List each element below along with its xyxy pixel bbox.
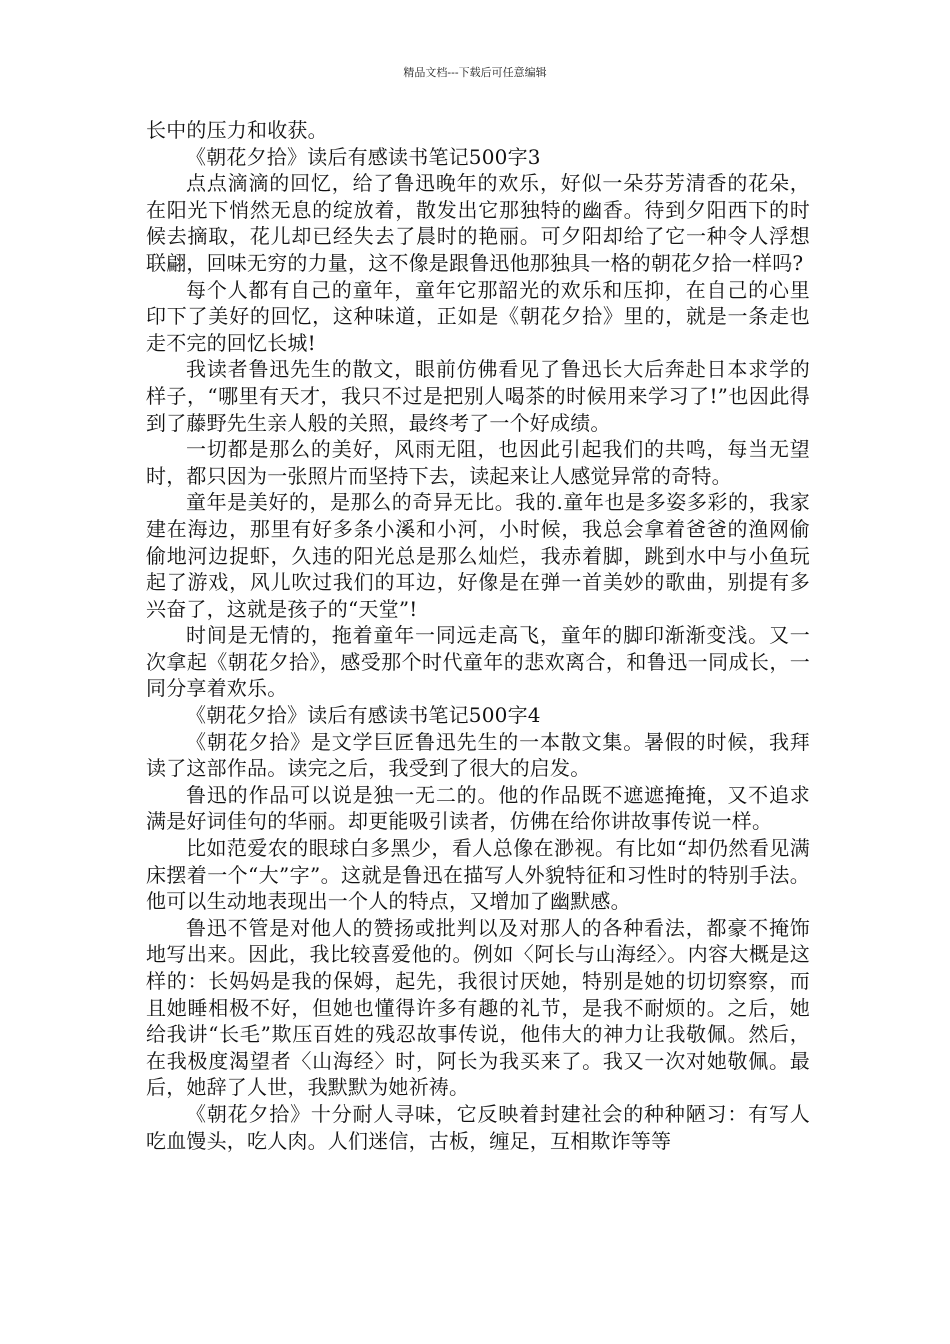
page-header: 精品文档---下载后可任意编辑	[403, 66, 547, 79]
paragraph: 《朝花夕拾》是文学巨匠鲁迅先生的一本散文集。暑假的时候，我拜读了这部作品。读完之后，我受到了很大的启发。	[146, 729, 810, 781]
paragraph: 比如范爱农的眼球白多黑少，看人总像在渺视。有比如“却仍然看见满床摆着一个“大”字”。这就是鲁迅在描写人外貌特征和习性时的特别手法。他可以生动地表现出一个人的特点，又增加了幽默感。	[146, 836, 810, 914]
section-heading: 《朝花夕拾》读后有感读书笔记500字3	[186, 144, 541, 169]
paragraph: 童年是美好的，是那么的奇异无比。我的.童年也是多姿多彩的，我家建在海边，那里有好多条小溪和小河，小时候，我总会拿着爸爸的渔网偷偷地河边捉虾，久违的阳光总是那么灿烂，我赤着脚，跳到水中与小鱼玩起了游戏，风儿吹过我们的耳边，好像是在弹一首美妙的歌曲，别提有多兴奋了，这就是孩子的“天堂”!	[146, 490, 810, 621]
paragraph: 一切都是那么的美好，风雨无阻，也因此引起我们的共鸣，每当无望时，都只因为一张照片而坚持下去，读起来让人感觉异常的奇特。	[146, 437, 810, 488]
paragraph: 鲁迅的作品可以说是独一无二的。他的作品既不遮遮掩掩，又不追求满是好词佳句的华丽。却更能吸引读者，仿佛在给你讲故事传说一样。	[146, 782, 810, 834]
paragraph: 点点滴滴的回忆，给了鲁迅晚年的欢乐，好似一朵芬芳清香的花朵，在阳光下悄然无息的绽放着，散发出它那独特的幽香。待到夕阳西下的时候去摘取，花儿却已经失去了晨时的艳丽。可夕阳却给了它一种令人浮想联翩，回味无穷的力量，这不像是跟鲁迅他那独具一格的朝花夕拾一样吗?	[146, 171, 810, 275]
paragraph: 我读者鲁迅先生的散文，眼前仿佛看见了鲁迅长大后奔赴日本求学的样子，“哪里有天才，我只不过是把别人喝茶的时候用来学习了!”也因此得到了藤野先生亲人般的关照，最终考了一个好成绩。	[146, 357, 810, 435]
paragraph: 《朝花夕拾》十分耐人寻味，它反映着封建社会的种种陋习：有写人吃血馒头，吃人肉。人们迷信，古板，缠足，互相欺诈等等	[146, 1101, 810, 1153]
paragraph: 每个人都有自己的童年，童年它那韶光的欢乐和压抑，在自己的心里印下了美好的回忆，这种味道，正如是《朝花夕拾》里的，就是一条走也走不完的回忆长城!	[146, 277, 810, 355]
document-body	[146, 117, 810, 1154]
paragraph: 长中的压力和收获。	[146, 118, 328, 142]
section-heading: 《朝花夕拾》读后有感读书笔记500字4	[186, 703, 541, 728]
paragraph: 时间是无情的，拖着童年一同远走高飞，童年的脚印渐渐变浅。又一次拿起《朝花夕拾》，感受那个时代童年的悲欢离合，和鲁迅一同成长，一同分享着欢乐。	[146, 623, 810, 701]
paragraph: 鲁迅不管是对他人的赞扬或批判以及对那人的各种看法，都豪不掩饰地写出来。因此，我比较喜爱他的。例如〈阿长与山海经〉。内容大概是这样的：长妈妈是我的保姆，起先，我很讨厌她，特别是她的切切察察，而且她睡相极不好，但她也懂得许多有趣的礼节，是我不耐烦的。之后，她给我讲“长毛”欺压百姓的残忍故事传说，他伟大的神力让我敬佩。然后，在我极度渴望者〈山海经〉时，阿长为我买来了。我又一次对她敬佩。最后，她辞了人世，我默默为她祈祷。	[146, 915, 810, 1100]
